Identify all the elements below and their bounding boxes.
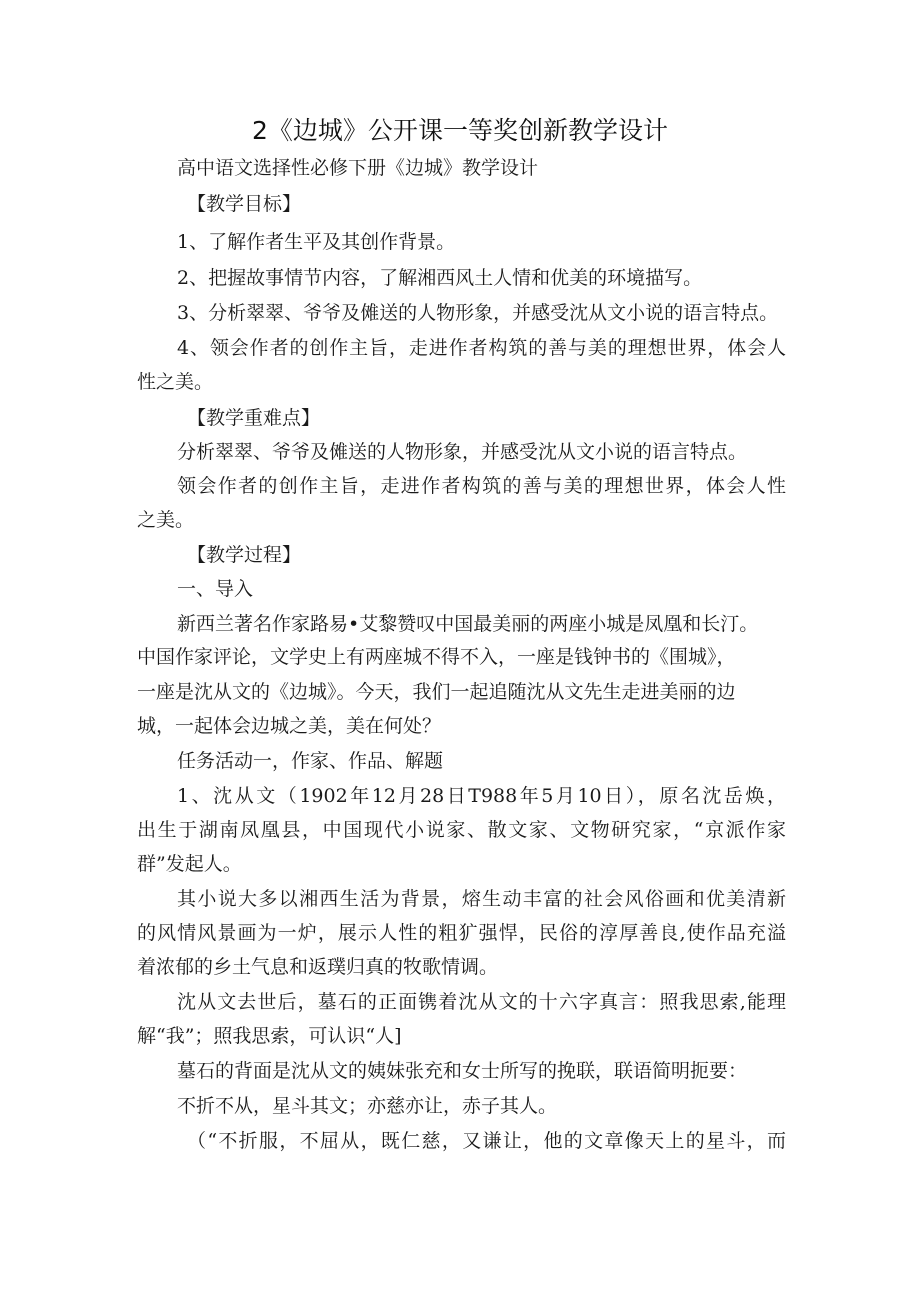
paragraph-line: 城，一起体会边城之美，美在何处？ xyxy=(137,715,442,737)
paragraph-line: 一座是沈从文的《边城》。今天，我们一起追随沈从文先生走进美丽的边 xyxy=(137,681,736,703)
paragraph-line: 沈从文去世后，墓石的正面镌着沈从文的十六字真言：照我思索,能理 xyxy=(177,991,786,1013)
paragraph-line: 领会作者的创作主旨，走进作者构筑的善与美的理想世界，体会人性 xyxy=(177,475,786,497)
subsection-heading-intro: 一、导入 xyxy=(177,578,254,600)
paragraph-line: 解“我”；照我思索，可认识“人] xyxy=(137,1025,402,1047)
paragraph-line: 3、分析翠翠、爷爷及傩送的人物形象，并感受沈从文小说的语言特点。 xyxy=(177,302,779,324)
section-heading-process: 【教学过程】 xyxy=(187,544,302,566)
section-heading-key-points: 【教学重难点】 xyxy=(187,407,321,429)
document-title: 2《边城》公开课一等奖创新教学设计 xyxy=(252,116,668,145)
paragraph-line: 性之美。 xyxy=(137,371,214,393)
paragraph-line: 墓石的背面是沈从文的姨妹张充和女士所写的挽联，联语简明扼要： xyxy=(177,1060,748,1082)
paragraph-line: 分析翠翠、爷爷及傩送的人物形象，并感受沈从文小说的语言特点。 xyxy=(177,441,748,463)
paragraph-line: 的风情风景画为一炉，展示人性的粗犷强悍，民俗的淳厚善良,使作品充溢 xyxy=(137,922,786,944)
paragraph-line: 着浓郁的乡土气息和返璞归真的牧歌情调。 xyxy=(137,956,499,978)
task-heading: 任务活动一，作家、作品、解题 xyxy=(177,750,444,772)
paragraph-line: （“不折服，不屈从，既仁慈，又谦让，他的文章像天上的星斗，而 xyxy=(187,1130,786,1152)
paragraph-line: 1、了解作者生平及其创作背景。 xyxy=(177,231,456,253)
subtitle-line: 高中语文选择性必修下册《边城》教学设计 xyxy=(177,157,539,179)
paragraph-line: 群”发起人。 xyxy=(137,853,242,875)
paragraph-line: 之美。 xyxy=(137,509,195,531)
paragraph-line: 1、沈从文（1902年12月28日T988年5月10日），原名沈岳焕， xyxy=(177,785,786,807)
paragraph-line: 出生于湖南凤凰县，中国现代小说家、散文家、文物研究家，“京派作家 xyxy=(137,819,786,841)
paragraph-line: 其小说大多以湘西生活为背景，熔生动丰富的社会风俗画和优美清新 xyxy=(177,888,786,910)
paragraph-line: 2、把握故事情节内容，了解湘西风土人情和优美的环境描写。 xyxy=(177,267,703,289)
couplet-line: 不折不从，星斗其文；亦慈亦让，赤子其人。 xyxy=(177,1095,558,1117)
section-heading-objectives: 【教学目标】 xyxy=(187,193,302,215)
paragraph-line: 新西兰著名作家路易•艾黎赞叹中国最美丽的两座小城是凤凰和长汀。 xyxy=(177,613,759,635)
paragraph-line: 中国作家评论，文学史上有两座城不得不入，一座是钱钟书的《围城》， xyxy=(137,646,736,668)
paragraph-line: 4、领会作者的创作主旨，走进作者构筑的善与美的理想世界，体会人 xyxy=(177,337,786,359)
